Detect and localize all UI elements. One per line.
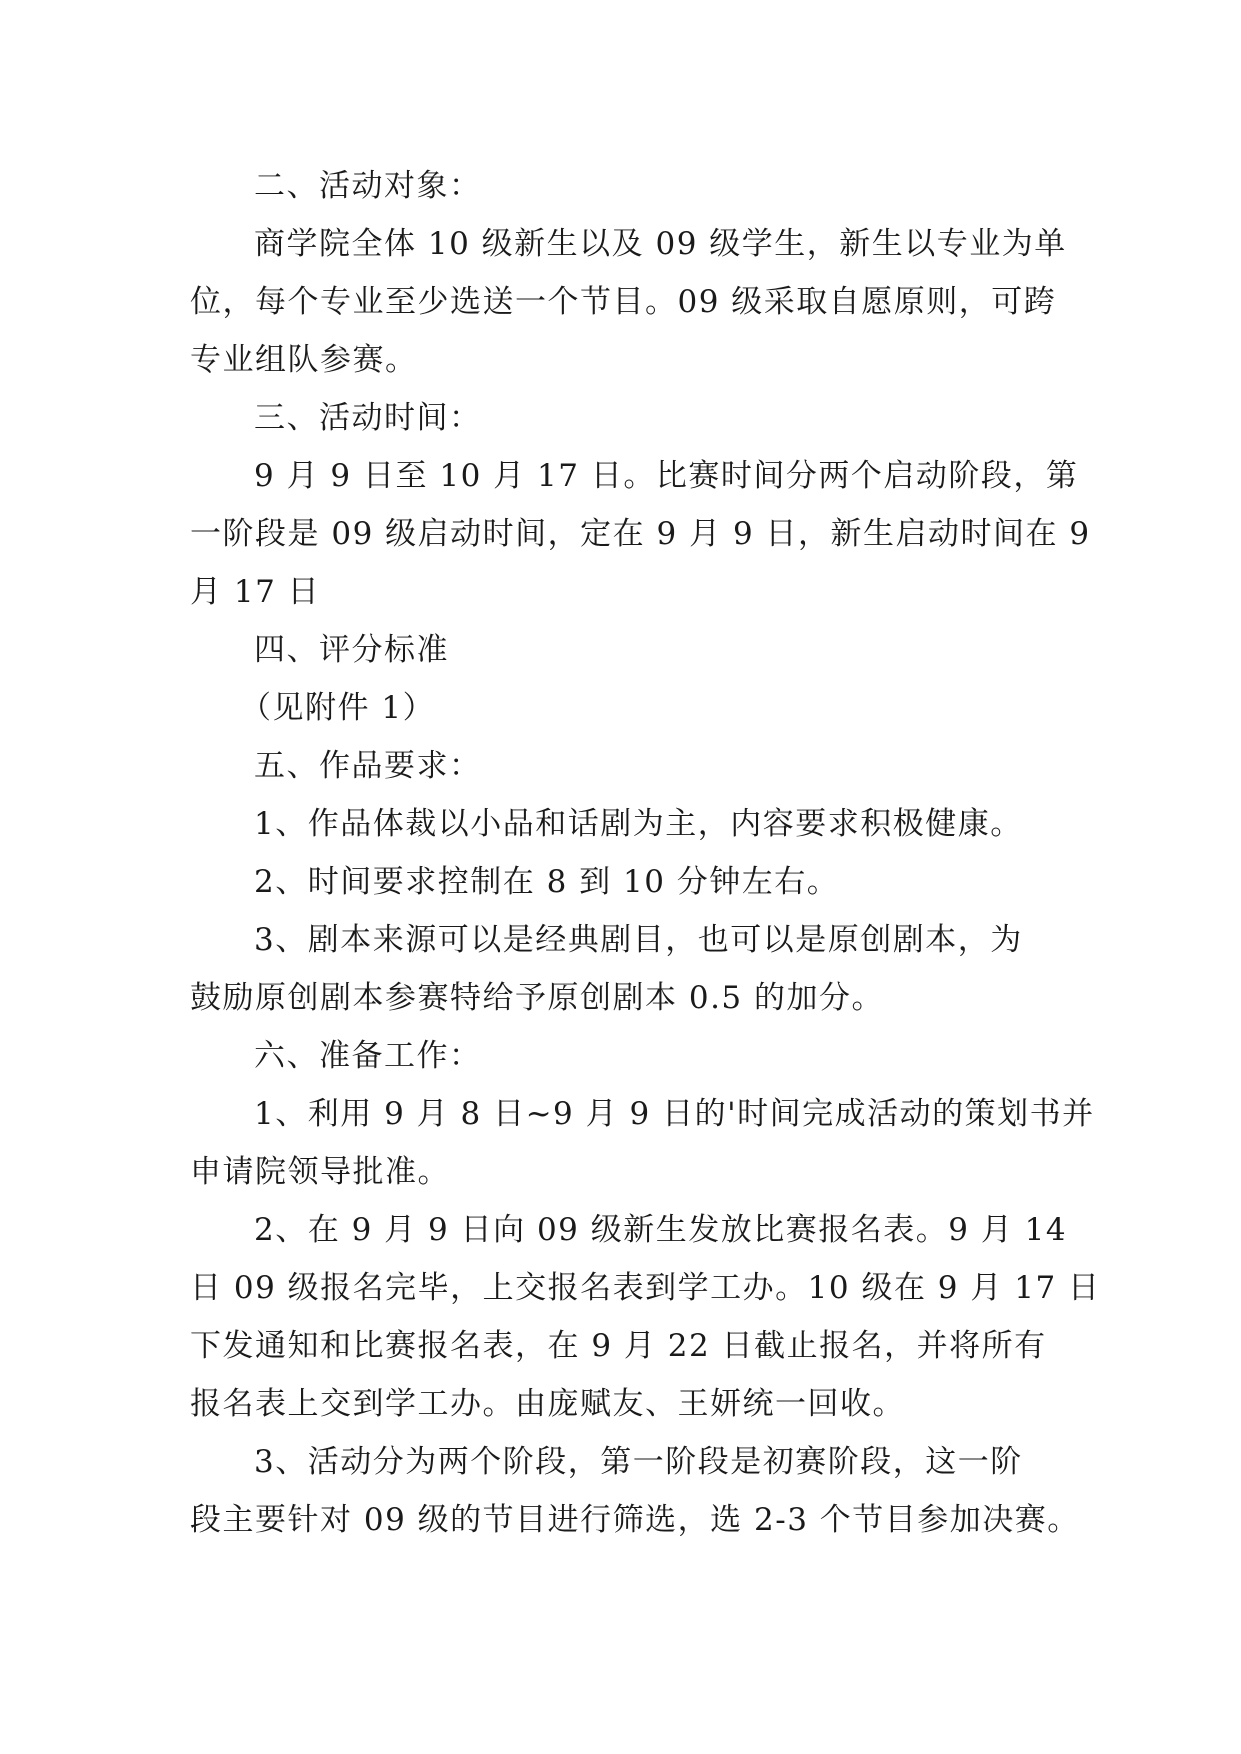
paragraph-line: 报名表上交到学工办。由庞赋友、王妍统一回收。 — [190, 1386, 905, 1422]
list-item: 2、时间要求控制在 8 到 10 分钟左右。 — [254, 864, 840, 900]
paragraph-line: 下发通知和比赛报名表，在 9 月 22 日截止报名，并将所有 — [190, 1328, 1047, 1364]
paragraph-line: 段主要针对 09 级的节目进行筛选，选 2-3 个节目参加决赛。 — [190, 1502, 1080, 1538]
paragraph-line: 日 09 级报名完毕，上交报名表到学工办。10 级在 9 月 17 日 — [190, 1270, 1101, 1306]
paragraph-line: 专业组队参赛。 — [190, 342, 418, 378]
paragraph-line: 商学院全体 10 级新生以及 09 级学生，新生以专业为单 — [254, 226, 1067, 262]
section-heading-activity-time: 三、活动时间： — [254, 400, 482, 436]
list-item: 3、剧本来源可以是经典剧目，也可以是原创剧本，为 — [254, 922, 1023, 958]
document-body — [190, 157, 1101, 1549]
paragraph-line: 申请院领导批准。 — [190, 1154, 450, 1190]
paragraph-line: 9 月 9 日至 10 月 17 日。比赛时间分两个启动阶段，第 — [254, 458, 1079, 494]
section-heading-scoring: 四、评分标准 — [254, 632, 449, 668]
attachment-reference: （见附件 1） — [240, 690, 436, 726]
list-item: 1、作品体裁以小品和话剧为主，内容要求积极健康。 — [254, 806, 1023, 842]
section-heading-preparation: 六、准备工作： — [254, 1038, 482, 1074]
section-heading-activity-target: 二、活动对象： — [254, 168, 482, 204]
list-item: 3、活动分为两个阶段，第一阶段是初赛阶段，这一阶 — [254, 1444, 1023, 1480]
paragraph-line: 月 17 日 — [190, 574, 321, 610]
paragraph-line: 一阶段是 09 级启动时间，定在 9 月 9 日，新生启动时间在 9 — [190, 516, 1091, 552]
list-item: 2、在 9 月 9 日向 09 级新生发放比赛报名表。9 月 14 — [254, 1212, 1068, 1248]
list-item: 1、利用 9 月 8 日~9 月 9 日的'时间完成活动的策划书并 — [254, 1096, 1095, 1132]
paragraph-line: 位，每个专业至少选送一个节目。09 级采取自愿原则，可跨 — [190, 284, 1057, 320]
section-heading-work-requirements: 五、作品要求： — [254, 748, 482, 784]
paragraph-line: 鼓励原创剧本参赛特给予原创剧本 0.5 的加分。 — [190, 980, 885, 1016]
